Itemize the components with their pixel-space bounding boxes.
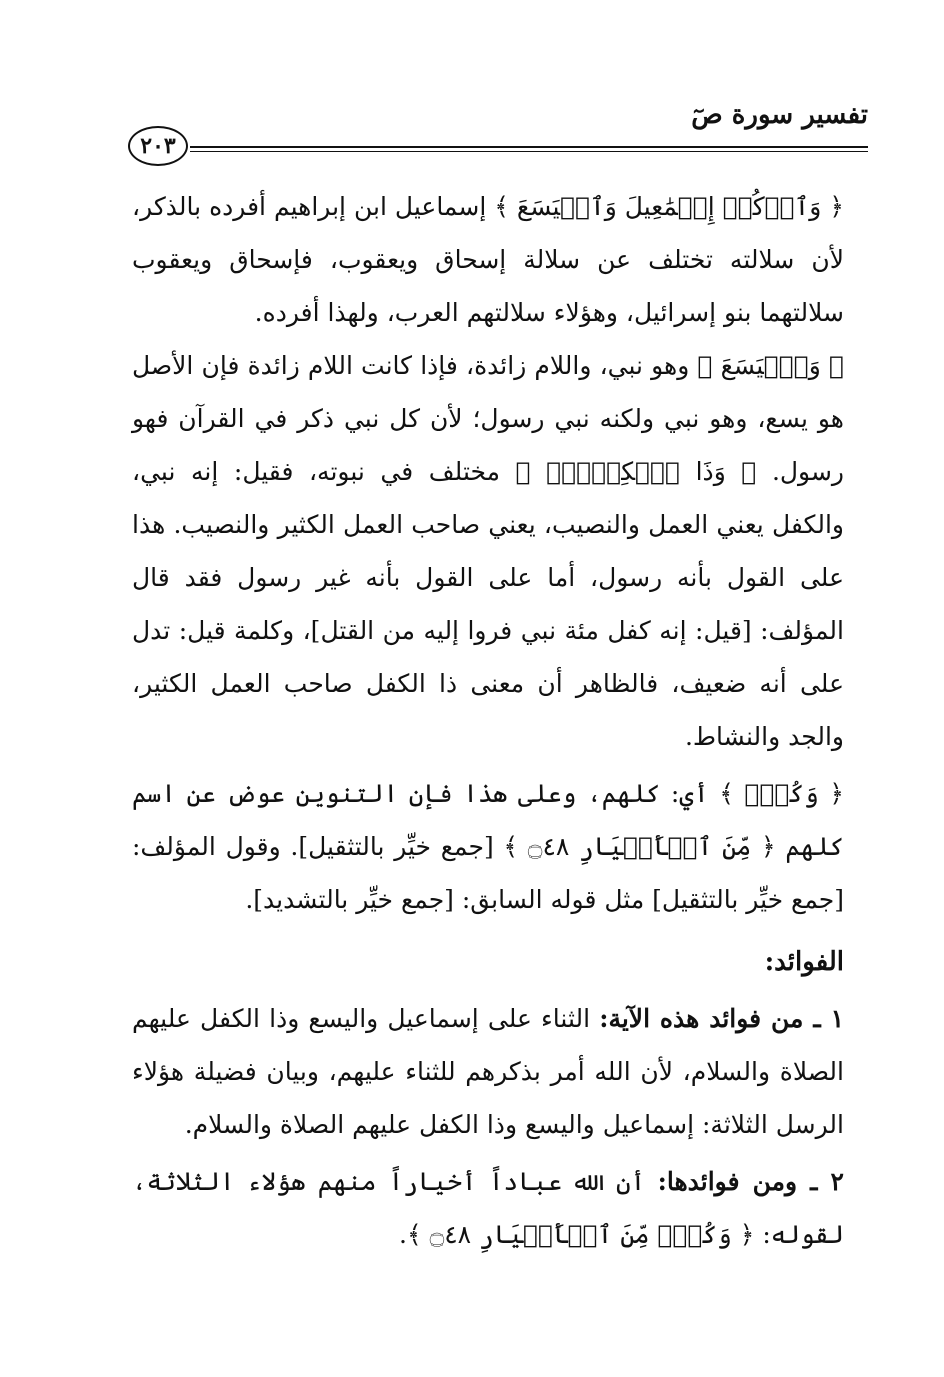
benefit-2-text: أن الله عباداً أخياراً منهم هؤلاء الثلاثة، لقوله: ﴿ وَكُلࣱّ مِّنَ ٱلۡأَخۡيَارِ ۝٤٨ ﴾.: [132, 1167, 844, 1249]
benefit-item-2: [132, 1155, 844, 1261]
benefits-heading: الفوائد:: [764, 947, 844, 977]
benefit-item-1: [132, 992, 844, 1151]
header-rule: [190, 146, 868, 148]
benefit-1-lead: ١ ـ من فوائد هذه الآية:: [599, 1004, 844, 1033]
benefit-2-lead: ٢ ـ ومن فوائدها:: [657, 1167, 844, 1196]
paragraph-ismail: ﴿ وَٱذۡكُرۡ إِسۡمَٰعِيلَ وَٱلۡيَسَعَ ﴾ إسماعيل ابن إبراهيم أفرده بالذكر، لأن سلالته تختلف عن سلالة إسحاق ويعقوب، فإسحاق ويعقوب سلالتهما بنو إسرائيل، وهؤلاء سلالتهم العرب، ولهذا أفرده.: [132, 192, 844, 327]
paragraph-alyasa: ﴿ وَٱلۡيَسَعَ ﴾ وهو نبي، واللام زائدة، فإذا كانت اللام زائدة فإن الأصل هو يسع، وهو نبي ولكنه نبي رسول؛ لأن كل نبي ذكر في القرآن فهو رسول. ﴿ وَذَا ٱلۡكِفۡلِۖ ﴾ مختلف في نبوته، فقيل: إنه نبي، والكفل يعني العمل والنصيب، يعني صاحب العمل الكثير والنصيب. هذا على القول بأنه رسول، أما على القول بأنه غير رسول فقد قال المؤلف: [قيل: إنه كفل مئة نبي فروا إليه من القتل]، وكلمة قيل: تدل على أنه ضعيف، فالظاهر أن معنى ذا الكفل صاحب العمل الكثير، والجد والنشاط.: [132, 351, 844, 751]
page-body: [132, 180, 844, 1261]
benefit-1-text: الثناء على إسماعيل واليسع وذا الكفل عليهم الصلاة والسلام، لأن الله أمر بذكرهم للثناء عليهم، وبيان فضيلة هؤلاء الرسل الثلاثة: إسماعيل واليسع وذا الكفل عليهم الصلاة والسلام.: [132, 1004, 844, 1139]
paragraph-kullun: ﴿ وَكُلࣱّ ﴾ أي: كلهم، وعلى هذا فإن التنوين عوض عن اسم كلهم ﴿ مِّنَ ٱلۡأَخۡيَارِ ۝٤٨ ﴾ [جمع خيِّر بالتثقيل]. وقول المؤلف: [جمع خيِّر بالتثقيل] مثل قوله السابق: [جمع خيِّر بالتشديد].: [132, 779, 844, 914]
header-rule-thin: [190, 151, 868, 152]
page-number: ٢٠٣: [128, 126, 188, 166]
running-header-title: تفسير سورة صٓ: [691, 100, 868, 130]
